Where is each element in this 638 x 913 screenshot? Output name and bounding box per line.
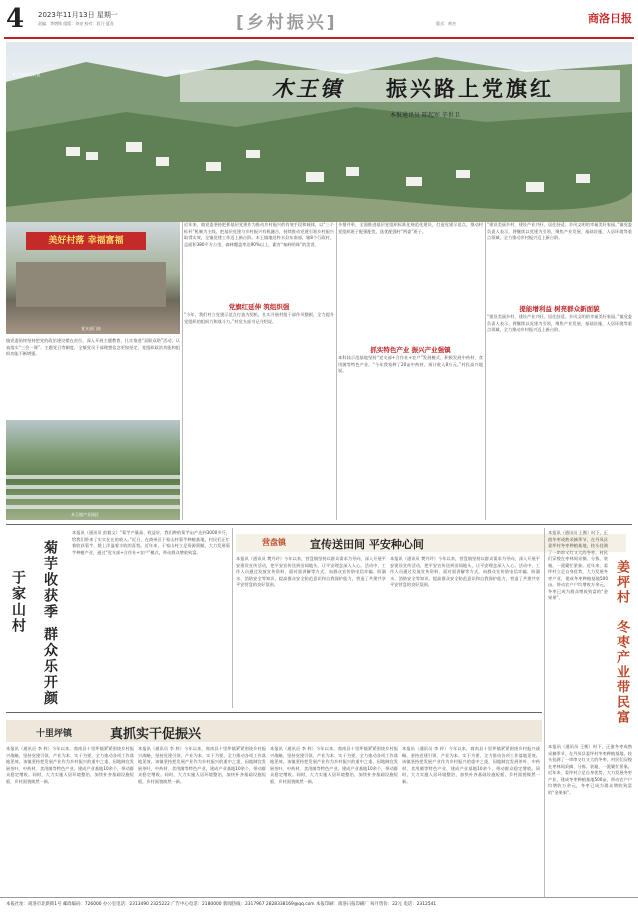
party-hall-photo	[6, 222, 180, 334]
lead-body-col3b: “建设美丽乡村、建设产业兴旺、居住舒适、乡风文明的幸福美好家园。”镇党委负责人表示，将继续以党建为引领，聚焦产业发展、基础设施、人居环境等重点领域，全力推动乡村振兴迈上新台阶。	[487, 314, 632, 332]
right-article-body-2: 本报讯（通讯员 王衡）时下，正值冬枣成熟采摘季节，在丹凤县姜坪村冬枣种植基地，枝头挂满了一串串又红又大的冬枣，村民们穿梭在枣林间采摘、分拣、装箱，一派繁忙景象。近年来，姜坪村立足自身优势，大力发展冬枣产业，建成冬枣种植基地500亩，带动农户户均增收万余元，冬枣已成为群众增收致富的“金果果”。	[548, 744, 632, 795]
middle-label: 营盘镇	[262, 538, 286, 547]
layout-credit: 版式：黄杰	[436, 21, 456, 26]
right-article-title-2: 冬枣产业带民富	[614, 620, 629, 725]
masthead	[6, 4, 632, 40]
middle-body-col1: 本报讯（通讯员 樊丹玲）今年以来，营盘镇坚持以群众需求为导向，深入开展平安建设宣传活动，把平安宣传送到田间地头，让平安理念深入人心。活动中，工作人员通过发放宣传资料、面对面讲解等方式，向群众宣传防电信诈骗、防溺水、消防安全等知识，提高群众安全防范意识和自我保护能力，营造了共建共享平安营盘的良好氛围。	[236, 556, 386, 587]
lead-body-col2b: 本科技示范基地坚持“党支部+合作社+农户”发展模式，积极发展中药材、食用菌等特色产业。“今年我家种了20亩中药材，预计收入8万元。”村民高兴地说。	[338, 355, 483, 373]
footer-postcode: 邮政编码：726000	[62, 902, 102, 907]
bottom-body-col4: 本报讯（通讯员 李 梓）今年以来，商南县十里坪镇紧紧围绕乡村振兴战略，坚持党建引领、产业为本、实干为要，全力推动各项工作落地见效。该镇坚持把发展产业作为乡村振兴的重中之重，因地制宜发展茶叶、中药材、食用菌等特色产业，建成产业基地10余个，带动群众稳定增收。同时，大力实施人居环境整治，加快补齐基础设施短板，乡村面貌焕然一新。	[402, 746, 540, 784]
footer-price: 每月售价：22元	[370, 902, 403, 907]
issue-date: 2023年11月13日 星期一	[38, 11, 118, 19]
footer-ad-phone: 广告中心电话：2180000	[171, 902, 222, 907]
left-article-body: 本报讯（通讯员 彭毅文）“菊芋产量高、收益好，我们种的菊芋亩产达到3000多斤，给我们带来了实实在在的收入。”近日，在商州区于家山村菊芋种植基地，村民们正忙着收获菊芋，脸上洋溢着丰收的喜悦。近年来，于家山村立足资源禀赋，大力发展菊芋种植产业，通过“党支部+合作社+农户”模式，带动群众增收致富。	[72, 530, 230, 555]
left-article-title-1: 于家山村	[10, 570, 26, 634]
headline-part-1: 木王镇	[272, 76, 344, 101]
mountain-landscape-image	[6, 42, 632, 222]
photo-caption-left: 党支部门前	[81, 326, 101, 331]
section-title: [乡村振兴]	[236, 13, 338, 33]
red-sign: 美好村落 幸福富福	[26, 232, 146, 250]
bottom-body-col2: 本报讯（通讯员 李 梓）今年以来，商南县十里坪镇紧紧围绕乡村振兴战略，坚持党建引领、产业为本、实干为要，全力推动各项工作落地见效。该镇坚持把发展产业作为乡村振兴的重中之重，因地制宜发展茶叶、中药材、食用菌等特色产业，建成产业基地10余个，带动群众稳定增收。同时，大力实施人居环境整治，加快补齐基础设施短板，乡村面貌焕然一新。	[138, 746, 266, 784]
footer-office-phone: 办公室电话：2313490 2325222	[103, 902, 170, 907]
footer-news-phone: 新闻热线：2317967	[222, 902, 265, 907]
bottom-body-col1: 本报讯（通讯员 李 梓）今年以来，商南县十里坪镇紧紧围绕乡村振兴战略，坚持党建引领、产业为本、实干为要，全力推动各项工作落地见效。该镇坚持把发展产业作为乡村振兴的重中之重，因地制宜发展茶叶、中药材、食用菌等特色产业，建成产业基地10余个，带动群众稳定增收。同时，大力实施人居环境整治，加快补齐基础设施短板，乡村面貌焕然一新。	[6, 746, 134, 784]
bottom-title: 真抓实干促振兴	[110, 727, 202, 742]
middle-body-col2: 本报讯（通讯员 樊丹玲）今年以来，营盘镇坚持以群众需求为导向，深入开展平安建设宣传活动，把平安宣传送到田间地头，让平安理念深入人心。活动中，工作人员通过发放宣传资料、面对面讲解等方式，向群众宣传防电信诈骗、防溺水、消防安全等知识，提高群众安全防范意识和自我保护能力，营造了共建共享平安营盘的良好氛围。	[390, 556, 540, 587]
masthead-rule	[4, 37, 634, 39]
photo-caption-top: 木王镇集镇新貌	[12, 72, 40, 77]
right-article-body: 本报讯（通讯员 王衡）时下，正值冬枣成熟采摘季节，在丹凤县姜坪村冬枣种植基地，枝头挂满了一串串又红又大的冬枣，村民们穿梭在枣林间采摘、分拣、装箱，一派繁忙景象。近年来，姜坪村立足自身优势，大力发展冬枣产业，建成冬枣种植基地500亩，带动农户户均增收万余元，冬枣已成为群众增收致富的“金果果”。	[548, 530, 608, 600]
bottom-title-bar	[6, 720, 542, 742]
footer-address: 本报社址：商洛市北新街1号	[6, 902, 62, 907]
subhead-3: 抓实特色产业 振兴产业强镇	[370, 346, 451, 354]
lead-body-col1: 近年来，镇党委坚持把抓基层党建作为推动乡村振兴的有效手段和载体，以“三个标杆”机制为主线，把基层党建与乡村振兴有机融合，持续推动党建引领乡村振兴取得实效，全镇党建工作迈上新台阶。木王镇地处柞水县东南部，辖8个行政村，总面积380平方公里，森林覆盖率达90%以上，素有“秦岭明珠”的美誉。	[184, 222, 334, 247]
lead-body-col0: 镇党委始终坚持把党的政治建设摆在首位，深入开展主题教育，扎实推进“双联双助”活动，认真落实“三会一课”、主题党日等制度，全镇党员干部理想信念更加坚定，党组织政治功能和组织功能不断增强。	[6, 338, 180, 356]
hero-photo	[6, 42, 632, 222]
footer	[0, 897, 638, 913]
page-number: 4	[6, 4, 25, 34]
subhead-1: 党旗红延伸 筑组织强	[228, 303, 290, 311]
lead-body-col3: “建设美丽乡村、建设产业兴旺、居住舒适、乡风文明的幸福美好家园。”镇党委负责人表示，将继续以党建为引领，聚焦产业发展、基础设施、人居环境等重点领域，全力推动乡村振兴迈上新台阶。	[487, 222, 632, 240]
bottom-label: 十里坪镇	[36, 729, 73, 739]
editor-credits: 责编：李增锋 组版：刘亮 校对：段乃 夏苏	[38, 21, 114, 26]
left-article-title-2: 菊芋收获季 群众乐开颜	[42, 540, 58, 707]
newspaper-logo: 商洛日报	[588, 12, 632, 25]
subhead-4: 提能增利益 树亮群众新面貌	[519, 305, 600, 313]
byline: 本报通讯员 陈起军 辛世卫	[390, 112, 460, 119]
photo-caption-bottom: 木王镇产业园区	[71, 512, 99, 517]
middle-title: 宣传送田间 平安种心间	[310, 538, 424, 551]
footer-fax: 电话：2312541	[403, 902, 437, 907]
footer-print: 本报印刷：商洛日报印刷厂	[316, 902, 369, 907]
industrial-park-photo	[6, 420, 180, 520]
footer-email: 2828338169@qq.com	[265, 902, 315, 907]
bottom-body-col3: 本报讯（通讯员 李 梓）今年以来，商南县十里坪镇紧紧围绕乡村振兴战略，坚持党建引领、产业为本、实干为要，全力推动各项工作落地见效。该镇坚持把发展产业作为乡村振兴的重中之重，因地制宜发展茶叶、中药材、食用菌等特色产业，建成产业基地10余个，带动群众稳定增收。同时，大力实施人居环境整治，加快补齐基础设施短板，乡村面貌焕然一新。	[270, 746, 398, 784]
headline-part-2: 振兴路上党旗红	[386, 76, 554, 101]
lead-body-col1b: “今年，我们村立党建示范点打造为契机，扎实开展村组干部作风整顿，全力提升党组织的组织力和战斗力。”村党支部书记介绍说。	[184, 312, 334, 324]
right-article-title-1: 姜坪村	[614, 560, 629, 605]
lead-body-col2: 多措并举，全面推进基层党组织标准化规范化建设，打造党建示范点，推动村党组织班子配强配优，选优配强村“两委”班子。	[338, 222, 483, 234]
